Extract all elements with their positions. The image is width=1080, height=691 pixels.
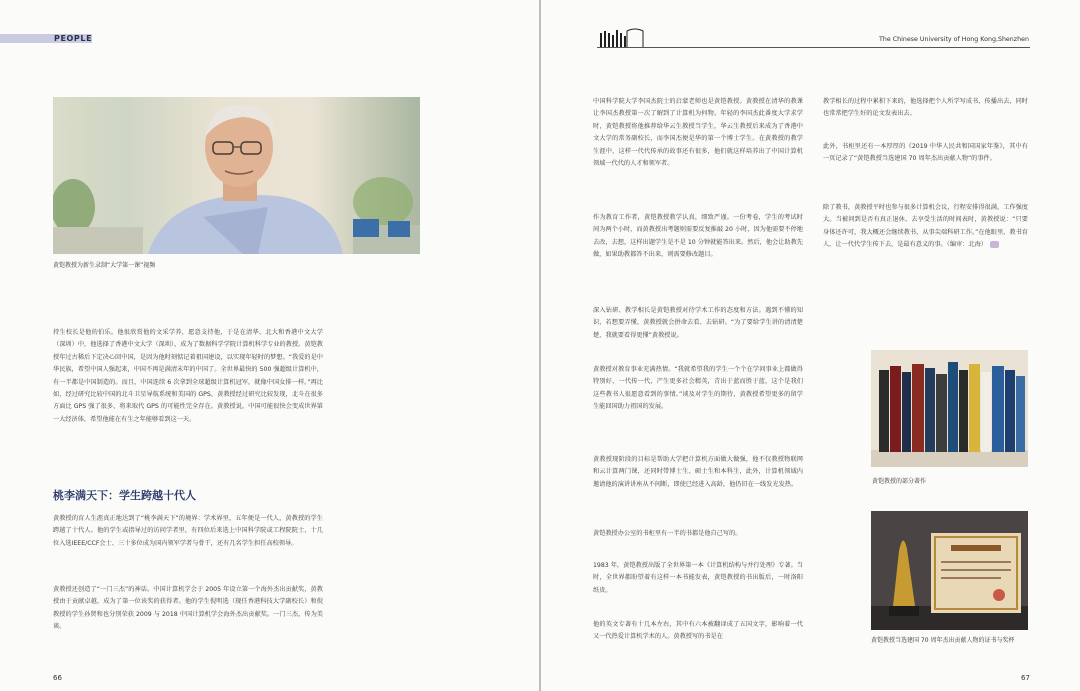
books-photo xyxy=(871,350,1028,467)
books-caption: 黄铠教授的部分著作 xyxy=(872,478,927,485)
col1-paragraph: 黄铠教授办公室的书柜里有一半的书都是他自己写的。 xyxy=(593,530,742,537)
col1-paragraph: 作为教育工作者，黄铠教授教学认真，细致严谨。一份考卷，学生的考试时间为两个小时，而黄教授出考题则需要反复推敲 20 小时，因为他需要不停地去改，去想，这样出题学生是不是 10 分钟就能答出来。然后，他会让助教先做，如果助教都答不出来，则需要修改题目。 xyxy=(593,214,803,259)
page-number-left: 66 xyxy=(53,674,62,682)
page-number-right: 67 xyxy=(1021,674,1030,682)
right-page xyxy=(541,0,1080,691)
award-photo xyxy=(871,511,1028,630)
university-logo-icon xyxy=(597,27,655,48)
award-caption: 黄铠教授当选建国 70 周年杰出贡献人物的证书与奖杯 xyxy=(871,637,1015,644)
col1-paragraph: 他的英文专著有十几本左右，其中有六本被翻译成了五国文字，影响着一代又一代热爱计算机学术的人。黄教授写的书是在 xyxy=(593,621,803,641)
portrait-caption: 黄铠教授为新生录制“大学第一课”视频 xyxy=(53,262,156,269)
col2-paragraph-text: 除了教书，黄教授平时也参与很多计算机会议，行程安排得很满，工作强度大。当被问到是否有真正退休、去享受生活的时间表时，黄教授说：“只要身体还许可，我大概还会继续教书，从事尖端科研工作。”在他眼里，教书育人，让一代代学生传下去，是最有意义的事。（编审：北海） xyxy=(823,204,1028,249)
col2-paragraph: 教学相长的过程中累积下来的，他选择把个人所学写成书，传播出去，同时也常常把学生好的论文发表出去。 xyxy=(823,98,1028,118)
books-illustration xyxy=(871,350,1028,467)
left-page xyxy=(0,0,539,691)
col2-paragraph xyxy=(823,202,1028,252)
header-rule xyxy=(655,47,1030,48)
university-name: The Chinese University of Hong Kong,Shenzhen xyxy=(879,36,1029,43)
col1-paragraph: 中国科学院大学李国杰院士的启蒙老师也是黄铠教授。黄教授在清华的教课让李国杰教授第一次了解到了计算机为何物。年轻的李国杰此番度大学求学时，黄铠教授将他推荐给华云生教授当学生，华云生教授后来成为了香港中文大学的常务副校长，而李国杰便是华的第一个博士学生。在黄教授的教学生涯中，这样一代代传承的故事还有很多，他们就这样培养出了中国计算机领域一代代的人才和领军者。 xyxy=(593,98,803,168)
portrait-illustration xyxy=(53,97,420,254)
col1-paragraph: 1983 年，黄铠教授出版了全世界第一本《计算机结构与并行处理》专著。当时，全世界都盼望着有这样一本书能发表，黄铠教授的书出版后，一时洛阳纸贵。 xyxy=(593,562,803,594)
three-talents-paragraph: 黄教授还创造了“一门三杰”的神话。中国计算机学会于 2005 年设立第一个海外杰出贡献奖，黄教授由于贡献卓越，成为了第一位该奖的获得者。他的学生倪明选（现任香港科技大学副校长）和倪教授的学生孙贤和也分别荣获 2009 与 2018 中国计算机学会海外杰出贡献奖。一门三杰，传为美谈。 xyxy=(53,586,323,631)
end-mark-icon xyxy=(990,241,999,248)
section-label: PEOPLE xyxy=(54,34,93,43)
award-illustration xyxy=(871,511,1028,630)
col1-paragraph: 黄教授现阶段的目标是帮助大学把计算机方面做大做强，他不仅教授物联网和云计算两门课，还同时带博士生、硕士生和本科生，此外，计算机领域内邀请他的演讲讲座从不间断，即使已经进入高龄，他仍旧在一线发光发热。 xyxy=(593,456,803,488)
section-heading: 桃李满天下：学生跨越十代人 xyxy=(53,489,196,502)
students-paragraph: 黄教授的育人生涯真正地达到了“桃李满天下”的境界：学术界里，五年便是一代人，黄教授的学生跨越了十代人。他的学生或指导过的访问学者里，有四位后来选上中国科学院或工程院院士、十几位入选IEEE/CCF会士、三十多位成为国内领军学者与骨干，还有几名学生担任高校领导。 xyxy=(53,515,323,547)
intro-paragraph: 持生校长是他的伯乐。他很欣赏他的文采学养，愿意支持他，于是在清华、北大和香港中文大学（深圳）中，他选择了香港中文大学（深圳），成为了数据科学学院计算机科学专业的教授。黄铠教授年过古稀后下定决心回中国，是因为他时刻惦记着祖国建设，以实现年轻时的梦想。“我爱的是中华民族，希望中国人强起来，中国不再是满清末年的中国了。全世界最快的 500 强超级计算机中，有一半都是中国制造的。而且，中国连续 6 次拿到全球超级计算机冠军，就像中国女排一样。”再比如，经过研究比较中国的北斗卫星导航系统和美国的 GPS，黄教授经过研究比较发现，北斗在很多方面比 GPS 强了很多，将来取代 GPS 的可能性完全存在。黄教授说，中国可能很快会变成世界第一大经济体，希望他能在有生之年能够看到这一天。 xyxy=(53,329,323,423)
professor-portrait-photo xyxy=(53,97,420,254)
col1-paragraph: 黄教授对教育事业充满热情。“我就希望我的学生一个个在学问事业上都做得特别好，一代传一代，产生更多社会精英，青出于蓝而胜于蓝，这个是我们这些教书人很愿意看到的事情。”谈及对学生的期待，黄教授希望更多的留学生能回国助力祖国的发展。 xyxy=(593,366,803,411)
col1-paragraph: 深入钻研、教学相长是黄铠教授对待学术工作的态度和方法。遇到不懂的知识，若想要弄懂，黄教授就会拼命去看、去钻研。“为了要给学生讲的清清楚楚，我就要看得更懂”黄教授说。 xyxy=(593,307,803,339)
col2-paragraph: 此外，书柜里还有一本厚厚的《2019 中华人民共和国国家年鉴》，其中有一页记录了“黄铠教授当选建国 70 周年杰出贡献人物”的事件。 xyxy=(823,143,1028,163)
